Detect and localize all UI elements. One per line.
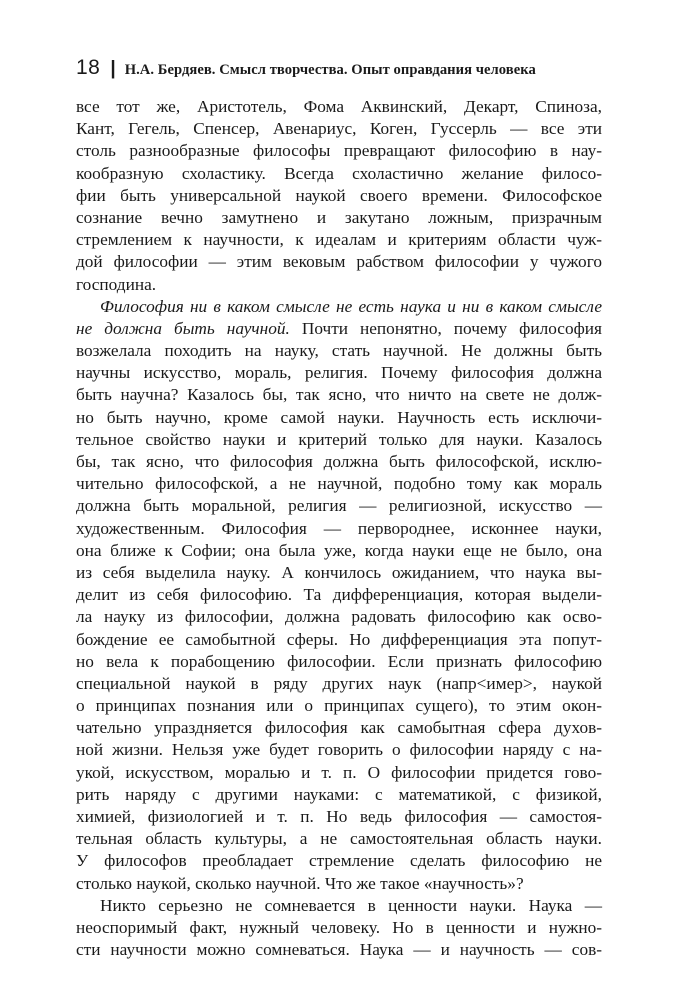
line-text: должна быть моральной, религия — религиозной, искусство — — [76, 496, 602, 516]
text-line — [76, 606, 602, 628]
line-text: научны искусство, мораль, религия. Почему философия должна — [76, 363, 602, 383]
text-line — [76, 118, 602, 140]
line-text: химией, физиологией и т. п. Но ведь философия — самостоя- — [76, 807, 602, 826]
text-line — [76, 917, 602, 939]
text-line — [76, 540, 602, 562]
text-line — [76, 407, 602, 429]
text-line — [76, 895, 602, 917]
text-line — [76, 185, 602, 207]
text-line — [76, 518, 602, 540]
line-text: тельное свойство науки и критерий только для науки. Казалось — [76, 429, 602, 449]
line-text: она ближе к Софии; она была уже, когда науки еще не было, она — [76, 540, 602, 560]
text-line — [76, 451, 602, 473]
line-text: чительно философской, а не научной, подобно тому как мораль — [76, 474, 602, 494]
text-line — [76, 739, 602, 761]
line-text: чательно упраздняется философия как самобытная сфера духов- — [76, 718, 602, 738]
line-text: но быть научно, кроме самой науки. Научность есть исключи- — [76, 407, 602, 427]
line-text: все тот же, Аристотель, Фома Аквинский, Декарт, Спиноза, — [76, 97, 602, 116]
paragraph — [76, 895, 602, 962]
line-text: столь разнообразные философы превращают философию в нау- — [76, 141, 602, 161]
line-text: Никто серьезно не сомневается в ценности науки. Наука — — [100, 895, 602, 915]
line-text: бы, так ясно, что философия должна быть философской, исклю- — [76, 452, 602, 471]
line-text: фии быть универсальной наукой своего времени. Философское — [76, 185, 602, 205]
text-line — [76, 562, 602, 584]
line-text: тельная область культуры, а не самостоятельная область науки. — [76, 829, 602, 849]
text-line — [76, 695, 602, 717]
running-head-title: Н.А. Бердяев. Смысл творчества. Опыт оправдания человека — [124, 62, 536, 78]
line-text: о принципах познания или о принципах сущего), то этим окон- — [76, 696, 602, 716]
line-text: рить наряду с другими науками: с математикой, с физикой, — [76, 784, 602, 804]
text-line — [76, 850, 602, 872]
line-text: возжелала походить на науку, стать научной. Не должны быть — [76, 341, 602, 361]
line-text: специальной наукой в ряду других наук (напр<имер>, наукой — [76, 673, 602, 693]
line-text: делит из себя философию. Та дифференциация, которая выдели- — [76, 585, 602, 605]
line-text: ной жизни. Нельзя уже будет говорить о философии наряду с на- — [76, 740, 602, 760]
text-line — [76, 251, 602, 273]
text-line — [76, 207, 602, 229]
text-line — [76, 318, 602, 340]
text-line — [76, 651, 602, 673]
line-text: Почти непонятно, почему философия — [289, 318, 603, 338]
line-text: дой философии — этим вековым рабством философии у чужого — [76, 252, 602, 272]
running-head-separator: | — [110, 58, 116, 79]
line-text: столько наукой, сколько научной. Что же такое «научность»? — [76, 873, 524, 893]
line-text: но вела к порабощению философии. Если признать философию — [76, 651, 602, 671]
paragraph — [76, 296, 602, 895]
line-text: художественным. Философия — первороднее, исконнее науки, — [76, 518, 602, 538]
running-head — [76, 56, 602, 90]
line-text: стремлением к научности, к идеалам и критериям области чуж- — [76, 230, 602, 250]
page-number: 18 — [76, 56, 101, 79]
text-line — [76, 296, 602, 318]
book-page — [76, 56, 602, 961]
text-line — [76, 717, 602, 739]
text-line — [76, 629, 602, 651]
line-text: кообразную схоластику. Всегда схоластично желание филосо- — [76, 163, 602, 183]
text-line — [76, 384, 602, 406]
text-line — [76, 340, 602, 362]
line-text: ла науку из философии, должна радовать философию как осво- — [76, 607, 602, 627]
line-text: быть научна? Казалось бы, так ясно, что ничто на свете не долж- — [76, 385, 602, 405]
text-line — [76, 828, 602, 850]
text-line — [76, 495, 602, 517]
line-text: укой, искусством, моралью и т. п. О философии придется гово- — [76, 762, 602, 782]
line-text: сознание вечно замутнено и закутано ложным, призрачным — [76, 207, 602, 227]
text-line — [76, 762, 602, 784]
line-text: У философов преобладает стремление сделать философию не — [76, 851, 602, 871]
text-line — [76, 163, 602, 185]
text-line — [76, 806, 602, 828]
text-line — [76, 96, 602, 118]
text-line — [76, 429, 602, 451]
line-text: бождение ее самобытной сферы. Но дифференциация эта попут- — [76, 629, 602, 649]
italic-emphasis: Философия ни в каком смысле не есть наука и ни в каком смысле — [100, 296, 602, 316]
text-line — [76, 873, 602, 895]
line-text: господина. — [76, 274, 157, 294]
text-line — [76, 229, 602, 251]
text-line — [76, 673, 602, 695]
text-line — [76, 784, 602, 806]
text-line — [76, 274, 602, 296]
line-text: Кант, Гегель, Спенсер, Авенариус, Коген, Гуссерль — все эти — [76, 119, 602, 139]
text-line — [76, 473, 602, 495]
italic-emphasis: не должна быть научной. — [76, 318, 290, 338]
text-line — [76, 939, 602, 961]
body-text — [76, 96, 602, 961]
text-line — [76, 584, 602, 606]
line-text: неоспоримый факт, нужный человеку. Но в ценности и нужно- — [76, 917, 602, 937]
line-text: сти научности можно сомневаться. Наука — и научность — сов- — [76, 940, 602, 960]
text-line — [76, 140, 602, 162]
text-line — [76, 362, 602, 384]
paragraph — [76, 96, 602, 296]
line-text: из себя выделила науку. А кончилось ожиданием, что наука вы- — [76, 562, 602, 582]
